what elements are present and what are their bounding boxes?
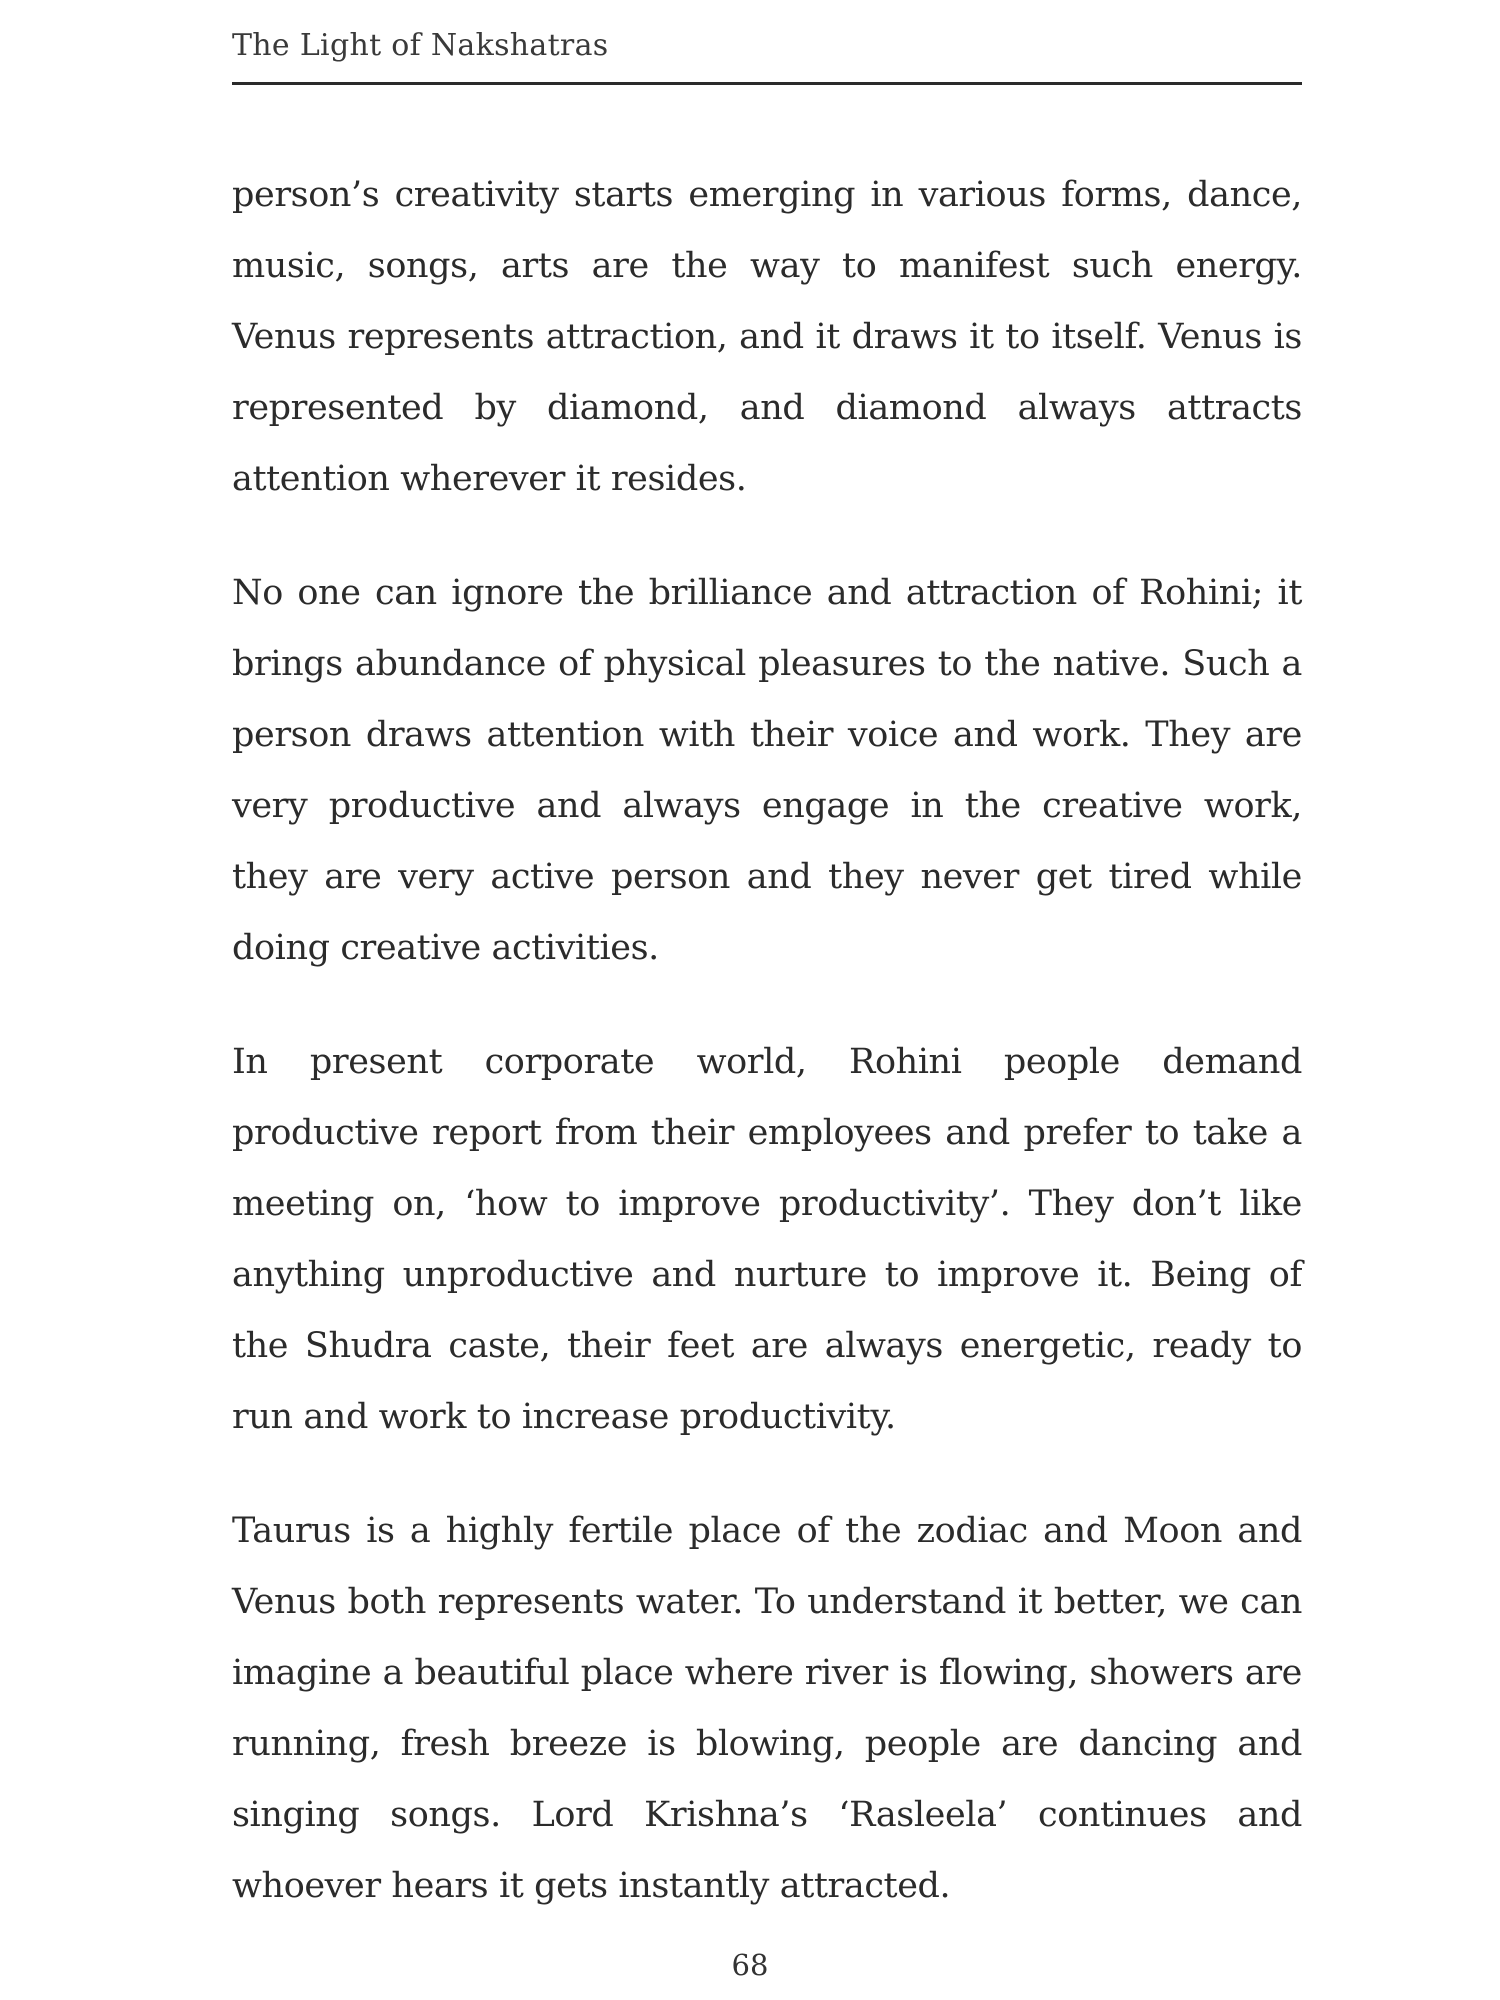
running-title: The Light of Nakshatras: [232, 28, 609, 63]
header-rule: [232, 82, 1302, 85]
paragraph-1: person’s creativity starts emerging in various forms, dance, music, songs, arts are the way to manifest such energy. Venus represents attraction, and it draws it to itself. Venus is represented by diamond, and diamond always attracts attention wherever it resides.: [232, 175, 1302, 499]
running-header: [232, 26, 1302, 66]
paragraph-3: In present corporate world, Rohini people demand productive report from their employees and prefer to take a meeting on, ‘how to improve productivity’. They don’t like anything unproductive and nurture to improve it. Being of the Shudra caste, their feet are always energetic, ready to run and work to increase productivity.: [232, 1042, 1302, 1437]
body-text: [232, 160, 1302, 1965]
paragraph-4: Taurus is a highly fertile place of the zodiac and Moon and Venus both represents water. To understand it better, we can imagine a beautiful place where river is flowing, showers are running, fresh breeze is blowing, people are dancing and singing songs. Lord Krishna’s ‘Rasleela’ continues and whoever hears it gets instantly attracted.: [232, 1511, 1302, 1906]
paragraph-2: No one can ignore the brilliance and attraction of Rohini; it brings abundance of physical pleasures to the native. Such a person draws attention with their voice and work. They are very productive and always engage in the creative work, they are very active person and they never get tired while doing creative activities.: [232, 573, 1302, 968]
page-number: 68: [731, 1948, 769, 1982]
